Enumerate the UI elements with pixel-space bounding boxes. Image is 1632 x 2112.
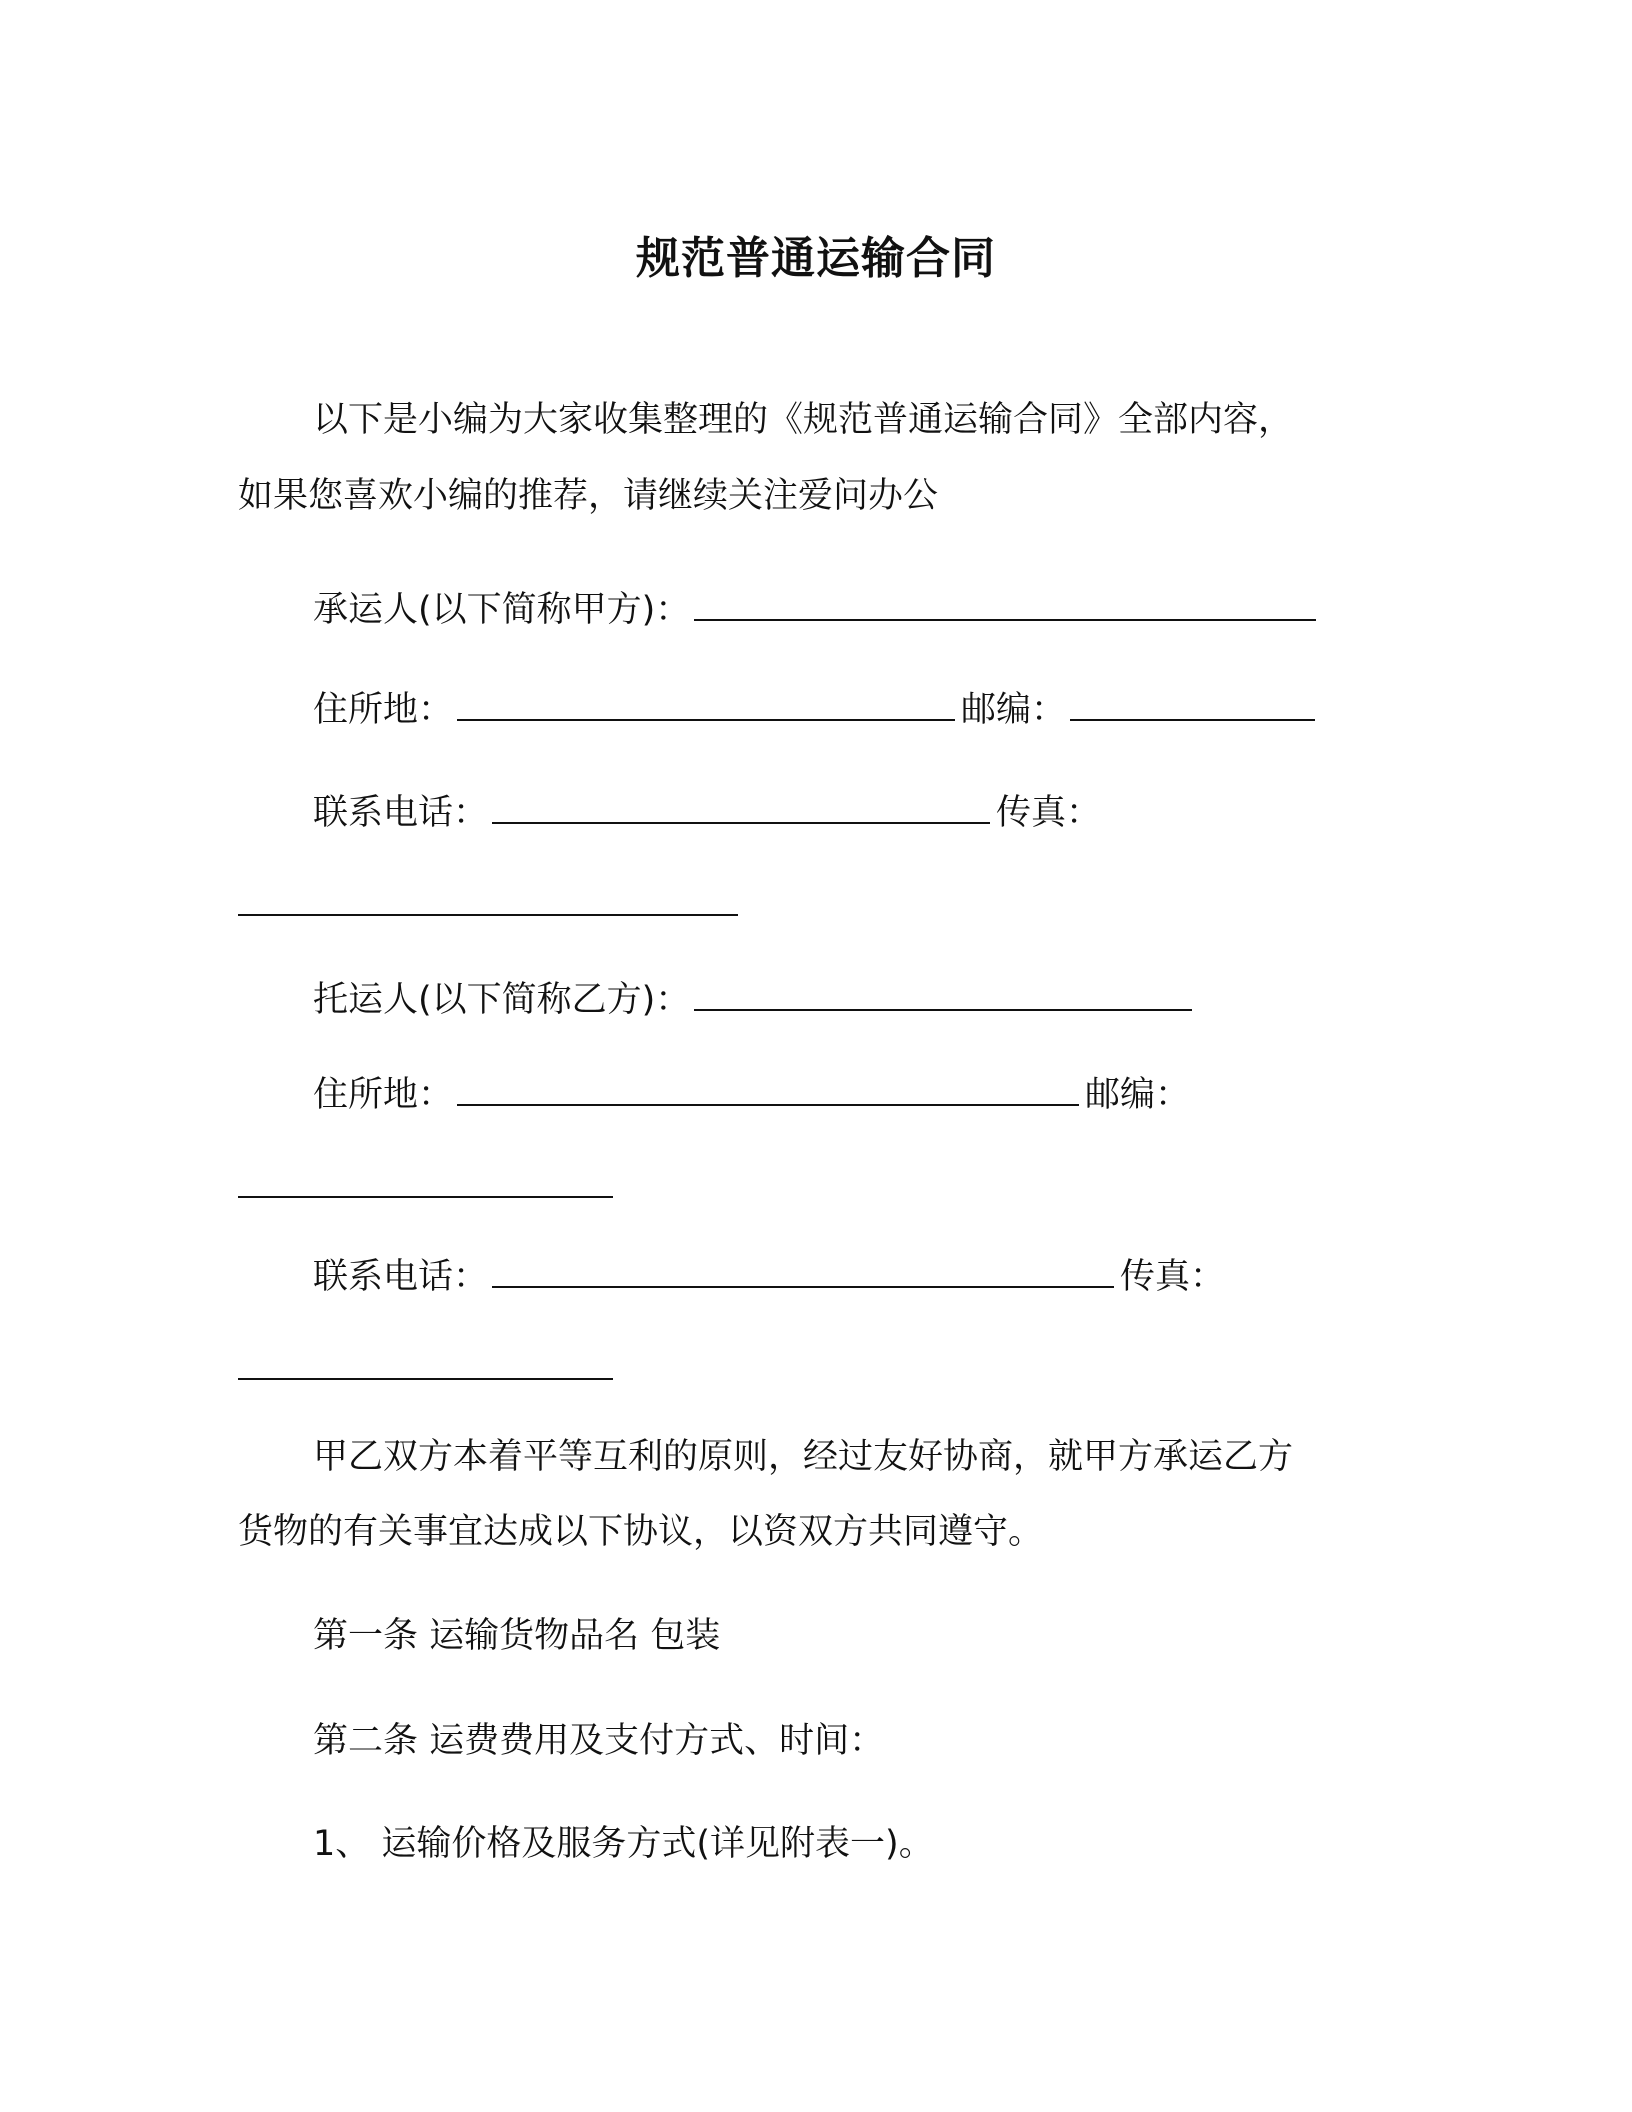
carrier-postcode-label: 邮编： [961,690,1067,730]
carrier-phone-label: 联系电话： [313,793,489,833]
article-1: 第一条 运输货物品名 包装 [313,1616,721,1656]
carrier-address-blank[interactable] [457,685,955,721]
carrier-name-blank[interactable] [694,585,1316,621]
shipper-line [313,975,1198,1022]
shipper-address-label: 住所地： [313,1075,454,1115]
carrier-postcode-blank[interactable] [1070,685,1315,721]
carrier-address-label: 住所地： [313,690,454,730]
carrier-fax-line [238,880,744,927]
shipper-phone-line [313,1252,1225,1299]
carrier-phone-blank[interactable] [492,788,990,824]
intro-paragraph-line2: 如果您喜欢小编的推荐，请继续关注爱问办公 [238,476,939,516]
agreement-paragraph-line2: 货物的有关事宜达成以下协议，以资双方共同遵守。 [238,1512,1044,1552]
shipper-phone-blank[interactable] [492,1252,1114,1288]
article-2: 第二条 运费费用及支付方式、时间： [313,1721,885,1761]
carrier-fax-blank[interactable] [238,880,738,916]
shipper-fax-label: 传真： [1120,1257,1226,1297]
shipper-label: 托运人(以下简称乙方)： [313,980,691,1020]
shipper-fax-line [238,1344,619,1391]
agreement-paragraph-line1: 甲乙双方本着平等互利的原则，经过友好协商，就甲方承运乙方 [313,1437,1294,1477]
document-title: 规范普通运输合同 [636,233,996,284]
shipper-postcode-blank[interactable] [238,1162,613,1198]
shipper-address-blank[interactable] [457,1070,1079,1106]
carrier-address-line [313,685,1321,732]
intro-paragraph-line1: 以下是小编为大家收集整理的《规范普通运输合同》全部内容， [313,400,1294,440]
carrier-fax-label: 传真： [996,793,1102,833]
carrier-label: 承运人(以下简称甲方)： [313,590,691,630]
carrier-phone-line [313,788,1101,835]
shipper-fax-blank[interactable] [238,1344,613,1380]
shipper-postcode-line [238,1162,619,1209]
shipper-phone-label: 联系电话： [313,1257,489,1297]
shipper-postcode-label: 邮编： [1085,1075,1191,1115]
carrier-line [313,585,1322,632]
shipper-name-blank[interactable] [694,975,1192,1011]
shipper-address-line [313,1070,1190,1117]
article-2-item-1: 1、 运输价格及服务方式(详见附表一)。 [313,1824,934,1864]
